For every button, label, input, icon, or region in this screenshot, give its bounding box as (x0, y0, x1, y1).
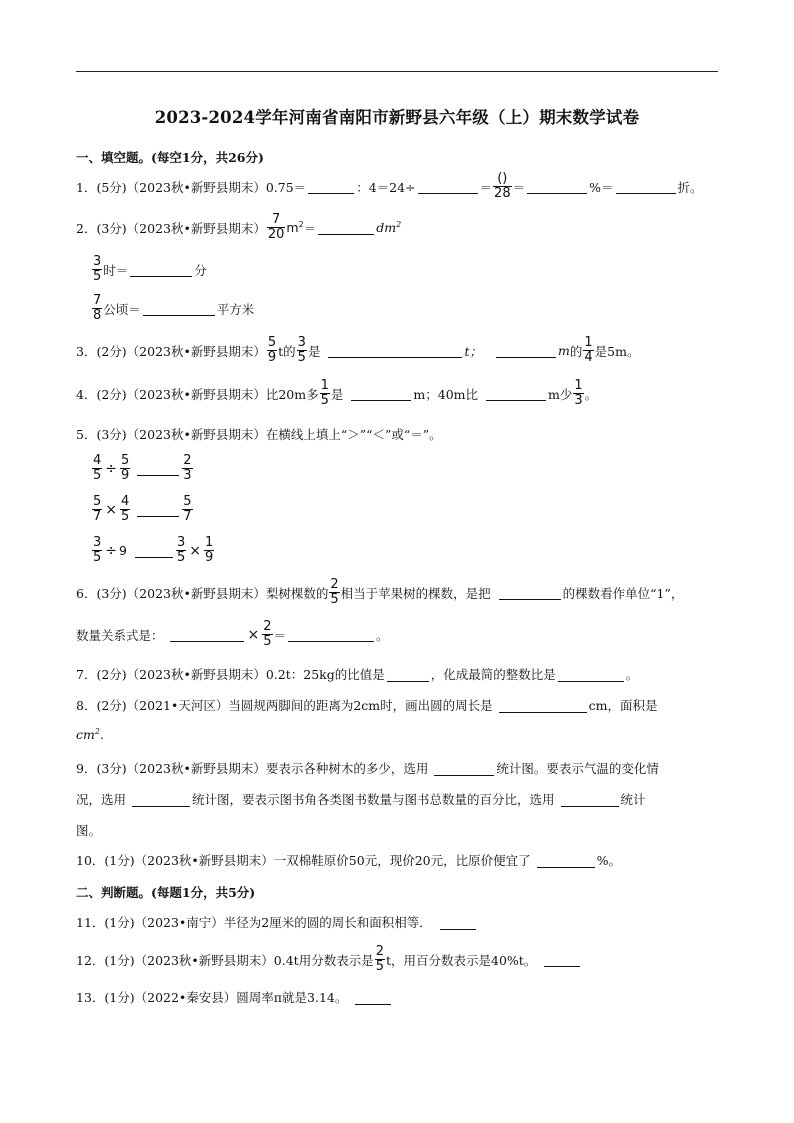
q2-fraction-1 (267, 213, 286, 242)
q3-text-3: 是 (307, 343, 321, 359)
q5-text: 5．(3分)（2023秋•新野县期末）在横线上填上“＞”“＜”或“＝”。 (76, 427, 442, 442)
section-judge-heading: 二、判断题。(每题1分，共5分) (76, 885, 256, 900)
q5-blank-3[interactable] (135, 543, 173, 558)
q9-text-2: 统计图。要表示气温的变化情 (496, 761, 659, 776)
q3-fraction-3: $\frac{1}{4}$ (584, 335, 593, 365)
q3-text: 3．(2分)（2023秋•新野县期末） (76, 343, 266, 359)
page-title: 2023-2024学年河南省南阳市新野县六年级（上）期末数学试卷 (154, 108, 640, 127)
question-3 (76, 336, 639, 365)
question-12 (76, 945, 582, 974)
q3-fraction-2: $\frac{3}{5}$ (297, 335, 306, 365)
q4-fraction-2: $\frac{1}{3}$ (574, 378, 583, 408)
q3-unit-m: m (558, 343, 570, 358)
q4-text-4: m少 (548, 386, 573, 402)
q4-text-3: m；40m比 (413, 386, 479, 402)
q8-blank-1[interactable] (499, 698, 587, 713)
section-fill-heading: 一、填空题。(每空1分，共26分) (76, 150, 264, 165)
q13-text: 13．(1分)（2022•秦安县）圆周率π就是3.14。 (76, 990, 348, 1005)
q2-text: 2．(3分)（2023秋•新野县期末） (76, 220, 266, 236)
q4-text-2: 是 (330, 386, 344, 402)
q6-text-3: 的棵数看作单位“1”， (562, 585, 684, 601)
q2-fraction-2: $\frac{3}{5}$ (93, 254, 102, 284)
q2-fraction-3: $\frac{7}{8}$ (93, 293, 102, 323)
q1-text-2: ：4＝24÷ (356, 179, 416, 195)
question-2 (76, 213, 401, 242)
q2-blank-2[interactable] (130, 262, 192, 277)
question-13 (76, 988, 393, 1006)
q1-text-6: 折。 (677, 179, 703, 195)
q5-blank-2[interactable] (137, 502, 179, 517)
q5-row-1: $\frac{4}{5}$ ÷ $\frac{5}{9}$ $\frac{2}{3}$ (93, 453, 192, 483)
q4-blank-2[interactable] (486, 386, 546, 401)
q1-text: 1．(5分)（2023秋•新野县期末）0.75＝ (76, 179, 307, 195)
question-10 (76, 851, 621, 869)
q1-text-4: ＝ (512, 179, 526, 195)
q6-blank-2[interactable] (170, 627, 244, 642)
q1-text-3: ＝ (479, 179, 493, 195)
q12-fraction: $\frac{2}{5}$ (375, 944, 384, 974)
q9-text-4: 统计图，要表示图书角各类图书数量与图书总数量的百分比，选用 (192, 792, 555, 807)
q1-blank-1[interactable] (308, 179, 354, 194)
q10-text: 10．(1分)（2023秋•新野县期末）一双棉鞋原价50元，现价20元，比原价便宜了 (76, 853, 531, 868)
q6-text-2: 相当于苹果树的棵数，是把 (340, 585, 491, 601)
q1-fraction-den: 28 (494, 186, 511, 201)
question-9-line-3 (76, 821, 101, 839)
q2-line3-text: 公顷＝ (103, 301, 141, 317)
q8-unit: $cm^2$ (76, 726, 100, 742)
q2-unit-m: $m^2$ (286, 219, 304, 235)
q1-text-5: %＝ (589, 179, 614, 195)
q3-fraction-1: $\frac{5}{9}$ (267, 335, 277, 365)
q6-blank-1[interactable] (499, 585, 561, 600)
q1-blank-2[interactable] (418, 179, 478, 194)
q12-blank[interactable] (544, 952, 580, 967)
question-11 (76, 913, 478, 931)
q2-f1-den: 20 (267, 227, 285, 242)
q12-text-2: t，用百分数表示是40%t。 (385, 952, 537, 968)
question-4 (76, 379, 597, 408)
q4-text-5: 。 (584, 386, 598, 402)
q7-text-2: ，化成最简的整数比是 (430, 667, 556, 682)
q5-blank-1[interactable] (137, 461, 179, 476)
question-8-line-2: $cm^2$ . (76, 726, 104, 742)
q2-equals: ＝ (303, 220, 317, 236)
q11-text: 11．(1分)（2023•南宁）半径为2厘米的圆的周长和面积相等． (76, 915, 432, 930)
q3-text-2: t的 (278, 343, 296, 359)
q7-blank-1[interactable] (387, 667, 429, 682)
q5-row-2: $\frac{5}{7}$ × $\frac{4}{5}$ $\frac{5}{7}$ (93, 494, 192, 524)
question-2-line-2 (91, 255, 207, 284)
question-6 (76, 578, 683, 607)
q3-text-4: t； (464, 343, 482, 359)
q12-text: 12．(1分)（2023秋•新野县期末）0.4t用分数表示是 (76, 952, 374, 968)
q4-fraction-1: $\frac{1}{5}$ (320, 378, 329, 408)
q2-line3-unit: 平方米 (216, 301, 255, 317)
q8-text-2: cm，面积是 (588, 698, 658, 713)
q8-text: 8．(2分)（2021•天河区）当圆规两脚间的距离为2cm时，画出圆的周长是 (76, 698, 493, 713)
q2-unit-dm: $dm^2$ (376, 219, 402, 235)
q1-fraction (493, 172, 512, 201)
q9-text: 9．(3分)（2023秋•新野县期末）要表示各种树木的多少，选用 (76, 761, 429, 776)
q2-blank-3[interactable] (143, 301, 215, 316)
q7-text: 7．(2分)（2023秋•新野县期末）0.2t：25kg的比值是 (76, 667, 385, 682)
q3-blank-2[interactable] (496, 343, 556, 358)
q6-text: 6．(3分)（2023秋•新野县期末）梨树棵数的 (76, 585, 329, 601)
q2-f1-num: 7 (271, 212, 281, 227)
q13-blank[interactable] (355, 990, 391, 1005)
question-7 (76, 665, 638, 683)
q10-blank-1[interactable] (537, 853, 595, 868)
q6-line2-text: 数量关系式是： (76, 627, 164, 643)
q9-text-3: 况，选用 (76, 792, 127, 807)
question-8 (76, 696, 658, 714)
q9-blank-2[interactable] (132, 792, 190, 807)
question-2-line-3 (91, 294, 254, 323)
q11-blank[interactable] (440, 915, 476, 930)
q1-fraction-num[interactable]: () (497, 171, 508, 186)
q4-text: 4．(2分)（2023秋•新野县期末）比20m多 (76, 386, 319, 402)
question-5 (76, 425, 442, 443)
q2-line2-unit: 分 (194, 262, 207, 278)
q1-blank-3[interactable] (527, 179, 587, 194)
q6-blank-3[interactable] (288, 627, 374, 642)
q3-blank-1[interactable] (328, 343, 462, 358)
question-9 (76, 759, 659, 777)
q7-text-3: 。 (625, 667, 639, 682)
q5-row-3: $\frac{3}{5}$ ÷ 9 $\frac{3}{5}$ × $\frac{1}{9}$ (93, 535, 214, 565)
q7-blank-2[interactable] (558, 667, 624, 682)
q3-text-5: 的 (569, 343, 583, 359)
q9-text-5: 统计 (620, 792, 646, 807)
q9-blank-1[interactable] (434, 761, 494, 776)
q6-fraction: $\frac{2}{5}$ (330, 577, 339, 607)
question-9-line-2 (76, 790, 646, 808)
q3-text-6: 是5m。 (594, 343, 640, 359)
q9-text-6: 图。 (76, 823, 102, 838)
q1-blank-4[interactable] (616, 179, 676, 194)
q10-text-2: %。 (596, 853, 622, 868)
question-6-line-2: 数量关系式是： × $\frac{2}{5}$ ＝ 。 (76, 619, 389, 649)
question-1 (76, 172, 703, 201)
header-rule (76, 71, 718, 72)
q2-line2-text: 时＝ (103, 262, 129, 278)
q2-blank-1[interactable] (318, 220, 374, 235)
q4-blank-1[interactable] (351, 386, 411, 401)
q9-blank-3[interactable] (561, 792, 619, 807)
